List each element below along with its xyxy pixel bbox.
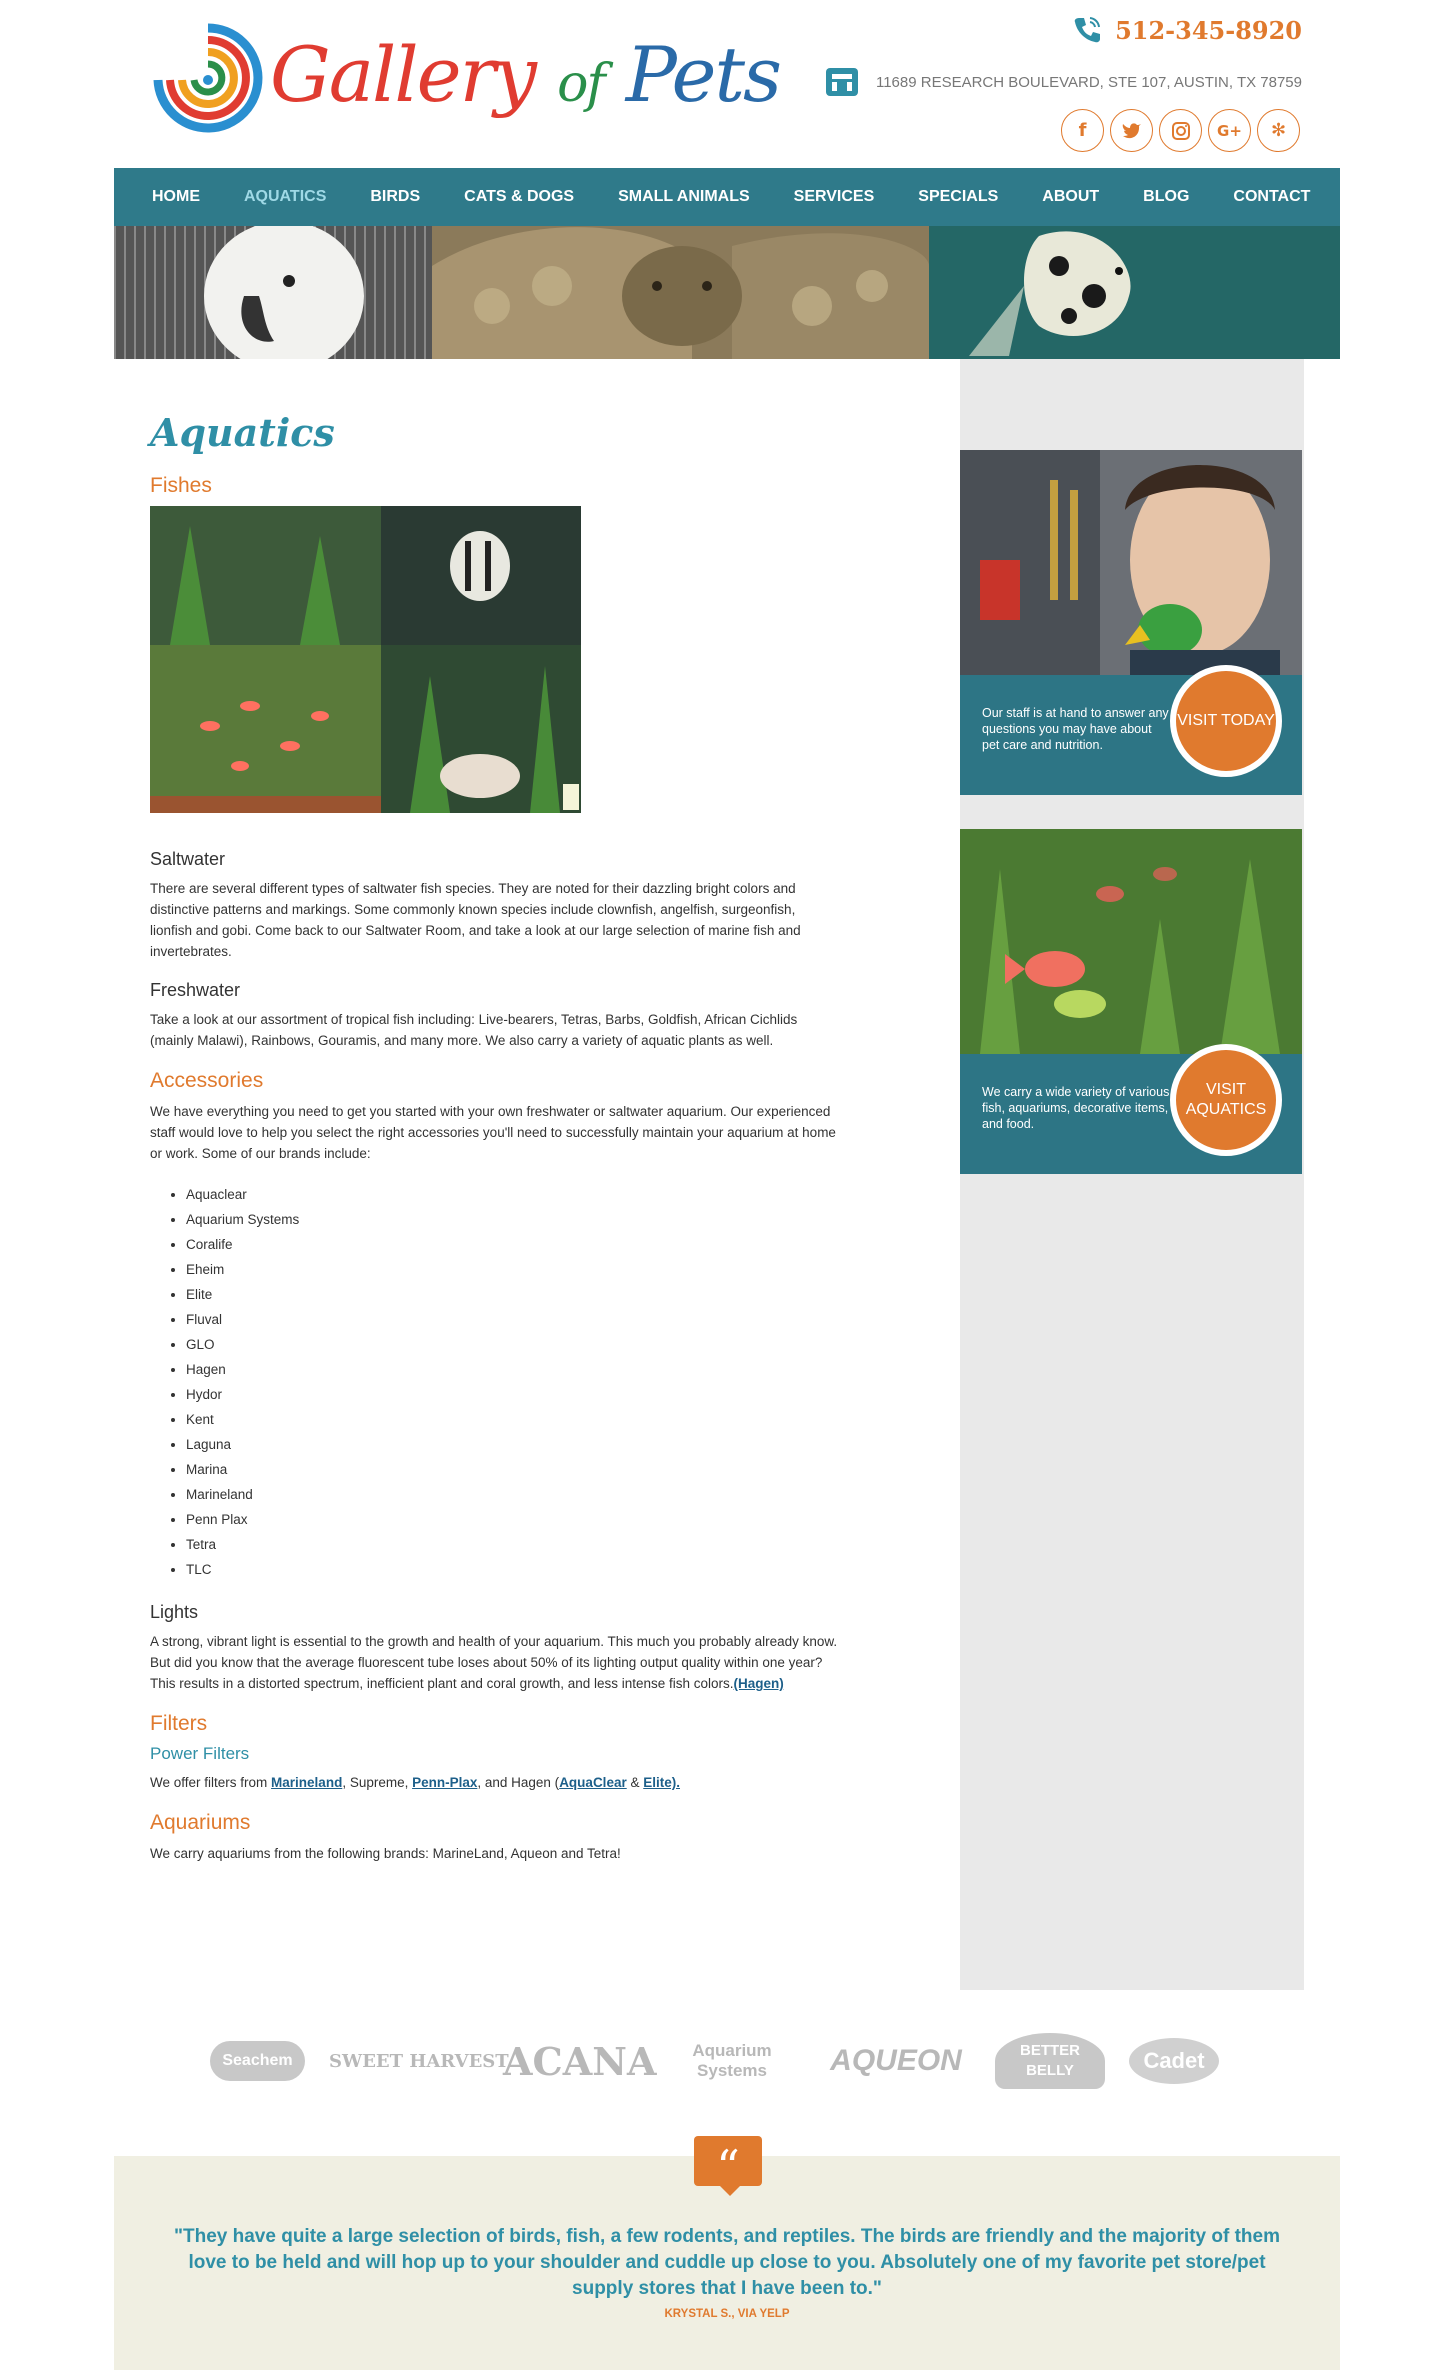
- list-item: • Hagen: [186, 1357, 840, 1382]
- tetra-fish-photo: [960, 829, 1302, 1054]
- marineland-link[interactable]: Marineland: [271, 1775, 343, 1790]
- nav-item-contact[interactable]: CONTACT: [1233, 188, 1311, 205]
- list-item: • Aquarium Systems: [186, 1207, 840, 1232]
- site-header: [0, 0, 1452, 168]
- list-item: • Elite: [186, 1282, 840, 1307]
- promo-text: Our staff is at hand to answer any questions you may have about pet care and nutrition.: [982, 706, 1169, 752]
- nav-item-cats-dogs[interactable]: CATS & DOGS: [464, 188, 575, 205]
- power-filters-heading: Power Filters: [150, 1744, 250, 1763]
- nav-item-birds[interactable]: BIRDS: [370, 188, 421, 205]
- acana-logo[interactable]: ACANA: [503, 2038, 657, 2084]
- sweet-harvest-logo[interactable]: SWEET HARVEST: [329, 2050, 509, 2072]
- nav-item-small-animals[interactable]: SMALL ANIMALS: [618, 188, 750, 205]
- list-item: • Marina: [186, 1457, 840, 1482]
- list-item: • Eheim: [186, 1257, 840, 1282]
- nav-item-blog[interactable]: BLOG: [1143, 188, 1190, 205]
- saltwater-heading: Saltwater: [150, 849, 226, 869]
- filters-heading: Filters: [150, 1712, 208, 1735]
- twitter-icon[interactable]: [1110, 109, 1153, 152]
- list-item: • Fluval: [186, 1307, 840, 1332]
- saltwater-text: There are several different types of saltwater fish species. They are noted for their dazzling bright colors and distinctive patterns and markings. Some commonly known species include clownfish, angelfish, surgeonfish, lionfish and gobi. Come back to our Saltwater Room, and take a look at our large selection of marine fish and invertebrates.: [150, 881, 801, 959]
- fish-collage-image: [150, 506, 581, 813]
- lights-heading: Lights: [150, 1602, 199, 1622]
- logo-swirl-icon: [150, 18, 265, 143]
- freshwater-text: Take a look at our assortment of tropical fish including: Live-bearers, Tetras, Barbs, Goldfish, African Cichlids (mainly Malawi), Rainbows, Gouramis, and many more. We also carry a variety of aquatic plants as well.: [150, 1012, 798, 1048]
- list-item: • Coralife: [186, 1232, 840, 1257]
- promo-text: We carry a wide variety of various fish, aquariums, decorative items, and food.: [982, 1085, 1170, 1131]
- elite-link[interactable]: Elite).: [643, 1775, 680, 1790]
- list-item: • Tetra: [186, 1532, 840, 1557]
- list-item: • Penn Plax: [186, 1507, 840, 1532]
- page-title: Aquatics: [150, 410, 335, 455]
- logo-wordmark: Gallery of Pets: [270, 30, 781, 119]
- social-links: [1061, 109, 1300, 152]
- visit-aquatics-button[interactable]: VISIT AQUATICS: [1170, 1044, 1282, 1156]
- penn-plax-link[interactable]: Penn-Plax: [412, 1775, 478, 1790]
- promo-visit-today[interactable]: [960, 450, 1302, 795]
- store-address[interactable]: 11689 RESEARCH BOULEVARD, STE 107, AUSTIN, TX 78759: [824, 64, 1302, 100]
- angelfish-photo: [929, 226, 1340, 359]
- list-item: • GLO: [186, 1332, 840, 1357]
- hagen-link[interactable]: (Hagen): [733, 1676, 784, 1691]
- aquarium-systems-logo[interactable]: Aquarium Systems: [692, 2041, 772, 2080]
- brand-list: [186, 1182, 840, 1582]
- better-belly-logo[interactable]: BETTER BELLY: [995, 2033, 1105, 2089]
- nav-item-about[interactable]: ABOUT: [1042, 188, 1100, 205]
- testimonial-author: KRYSTAL S., VIA YELP: [664, 2308, 790, 2320]
- testimonial: [114, 2140, 1340, 2370]
- aquariums-heading: Aquariums: [150, 1811, 251, 1834]
- freshwater-heading: Freshwater: [150, 980, 241, 1000]
- list-item: • Laguna: [186, 1432, 840, 1457]
- cadet-logo[interactable]: Cadet: [1129, 2038, 1219, 2084]
- accessories-text: We have everything you need to get you started with your own freshwater or saltwater aquarium. Our experienced staff would love to help you select the right accessories you'll need to successfully maintain your aquarium at home or work. Some of our brands include:: [150, 1104, 836, 1161]
- filters-text: We offer filters from Marineland, Supreme, Penn-Plax, and Hagen (AquaClear & Elite).: [150, 1775, 680, 1790]
- storefront-icon: [824, 64, 860, 100]
- nav-item-services[interactable]: SERVICES: [793, 188, 875, 205]
- aquariums-text: We carry aquariums from the following brands: MarineLand, Aqueon and Tetra!: [150, 1846, 621, 1861]
- promo-visit-aquatics[interactable]: [960, 829, 1302, 1174]
- list-item: • Kent: [186, 1407, 840, 1432]
- visit-today-button[interactable]: VISIT TODAY: [1170, 665, 1282, 777]
- main-nav: [114, 168, 1340, 226]
- phone-icon: [1071, 14, 1103, 46]
- list-item: • Hydor: [186, 1382, 840, 1407]
- list-item: • Aquaclear: [186, 1182, 840, 1207]
- tortoise-photo: [432, 226, 929, 359]
- hero-banner: [114, 226, 1340, 359]
- nav-item-home[interactable]: HOME: [152, 188, 200, 205]
- list-item: • Marineland: [186, 1482, 840, 1507]
- lights-text: A strong, vibrant light is essential to the growth and health of your aquarium. This much you probably already know. But did you know that the average fluorescent tube loses about 50% of its lighting output quality within one year? This results in a distorted spectrum, inefficient plant and coral growth, and less intense fish colors.(Hagen): [150, 1634, 838, 1691]
- nav-item-aquatics[interactable]: AQUATICS: [244, 188, 327, 205]
- list-item: • TLC: [186, 1557, 840, 1582]
- cockatoo-photo: [114, 226, 432, 359]
- aqueon-logo[interactable]: AQUEON: [830, 2044, 962, 2077]
- quote-icon: “: [694, 2136, 762, 2186]
- phone-number[interactable]: 512-345-8920: [1071, 14, 1302, 46]
- main-content: [150, 410, 840, 1882]
- logo[interactable]: [150, 18, 781, 148]
- yelp-icon[interactable]: ✻: [1257, 109, 1300, 152]
- instagram-icon[interactable]: [1159, 109, 1202, 152]
- brand-logos: [210, 2026, 1310, 2096]
- accessories-heading: Accessories: [150, 1069, 264, 1092]
- nav-item-specials[interactable]: SPECIALS: [918, 188, 999, 205]
- seachem-logo[interactable]: Seachem: [210, 2041, 305, 2081]
- facebook-icon[interactable]: f: [1061, 109, 1104, 152]
- fishes-heading: Fishes: [150, 474, 212, 497]
- sidebar: [960, 359, 1304, 1990]
- testimonial-quote: "They have quite a large selection of birds, fish, a few rodents, and reptiles. The birds are friendly and the majority of them love to be held and will hop up to your shoulder and cuddle up close to you. Absolutely one of my favorite pet store/pet supply stores that I have been to.": [174, 2226, 1280, 2299]
- aquaclear-link[interactable]: AquaClear: [559, 1775, 627, 1790]
- staff-with-parrot-photo: [960, 450, 1302, 675]
- google-plus-icon[interactable]: G+: [1208, 109, 1251, 152]
